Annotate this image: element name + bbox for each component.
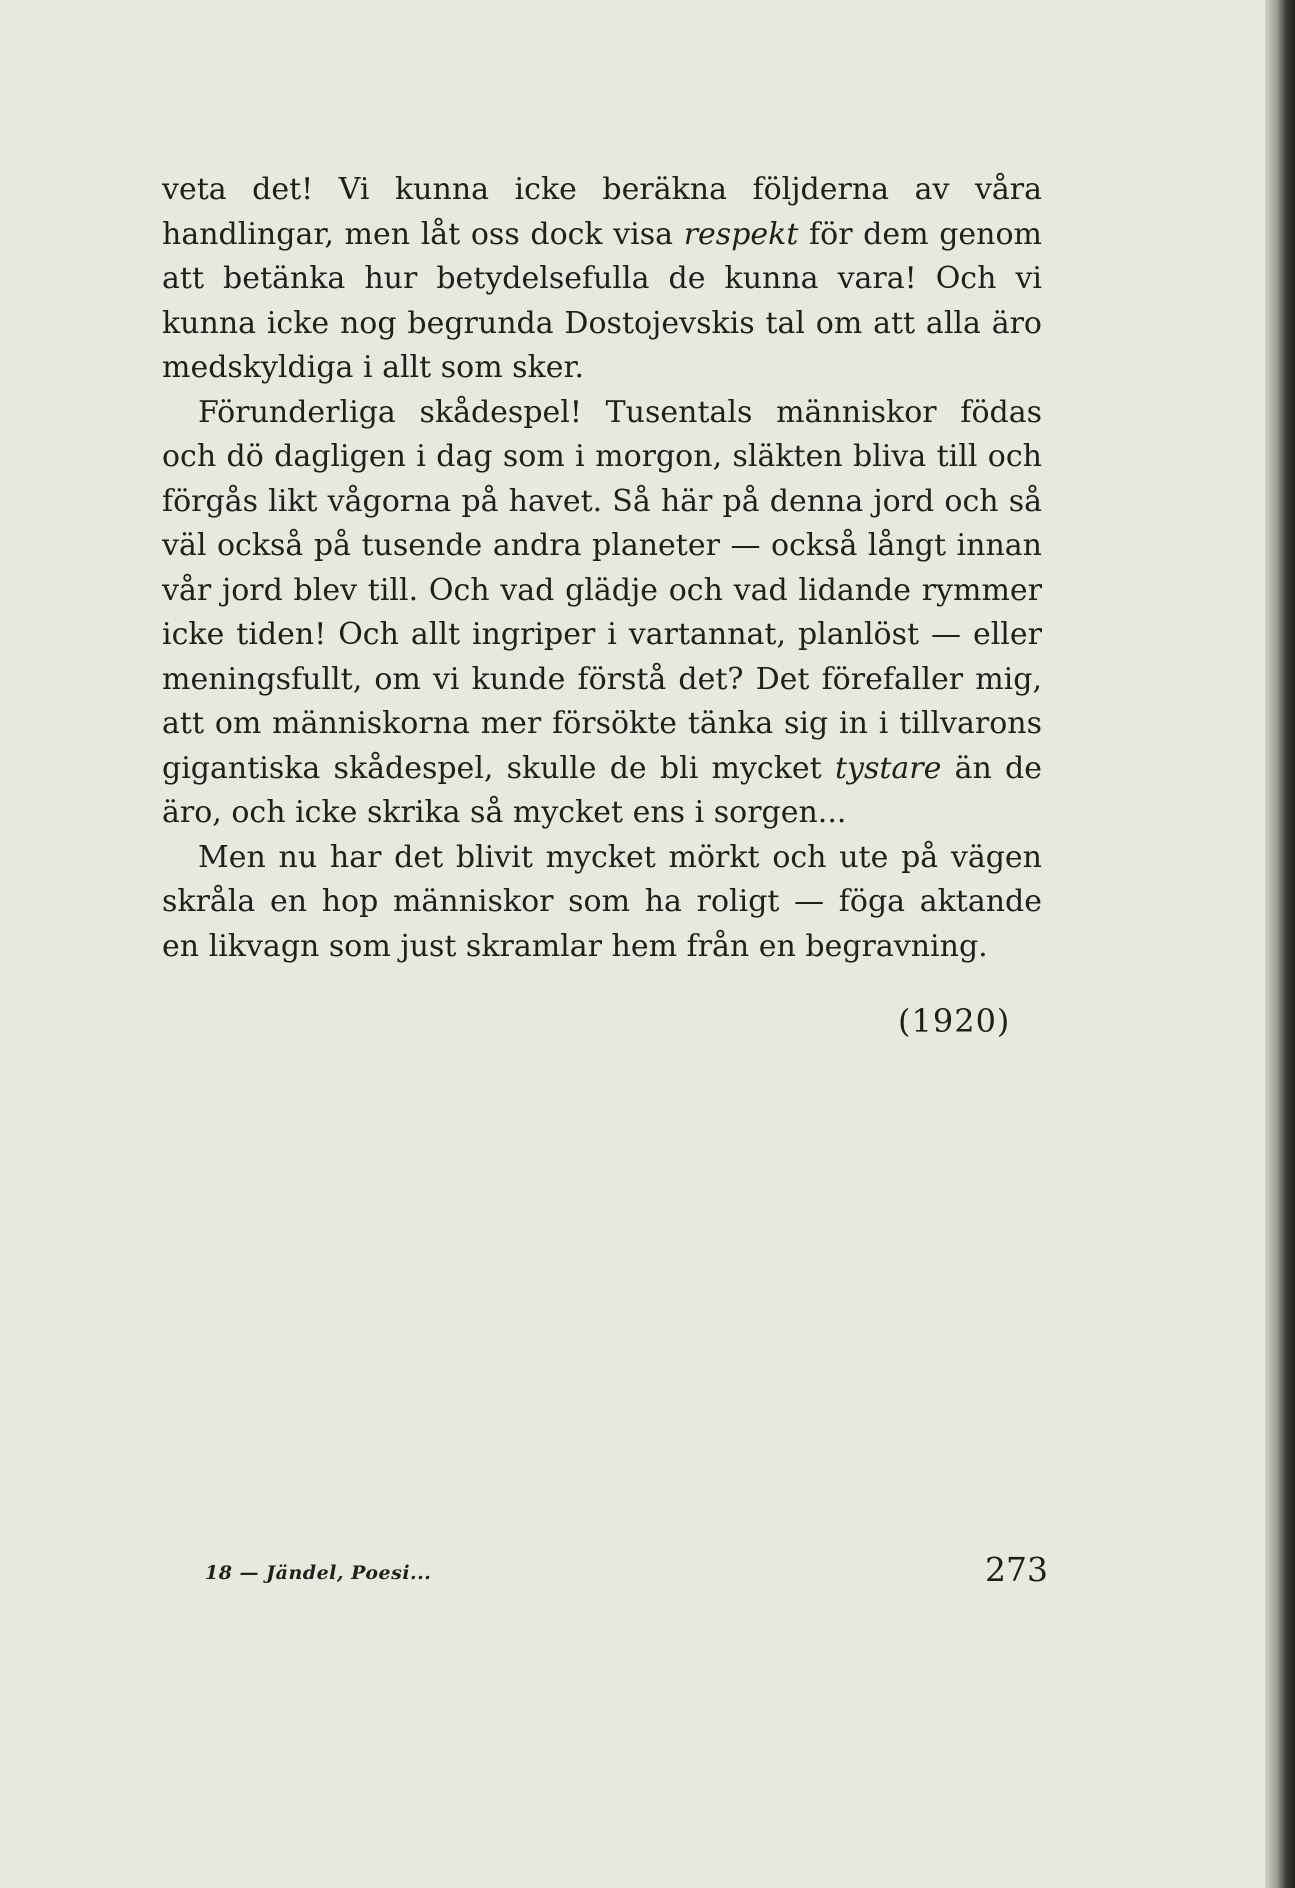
paragraph-3-text: Men nu har det blivit mycket mörkt och ute på vägen skråla en hop människor som ha roligt — föga aktande en likvagn som just skramlar hem från en begravning. [162, 839, 1042, 964]
date-line: (1920) [898, 1002, 1011, 1040]
body-text [162, 168, 1042, 969]
paragraph-2-text-end: än de äro, och icke skrika så mycket ens i sorgen... [162, 750, 1042, 830]
paragraph-1-text-end: för dem genom att betänka hur betydelsefulla de kunna vara! Och vi kunna icke nog begrunda Dostojevskis tal om att alla äro medskyldiga i allt som sker. [162, 216, 1042, 385]
paragraph-1 [162, 168, 1042, 391]
paragraph-1-emphasis: respekt [683, 216, 799, 252]
page-number: 273 [985, 1550, 1048, 1589]
paragraph-2-emphasis: tystare [834, 750, 942, 786]
paragraph-1-text-start: veta det! Vi kunna icke beräkna följderna av våra handlingar, men låt oss dock visa [162, 172, 1042, 252]
page-edge [1265, 0, 1295, 1888]
paragraph-2-text-start: Förunderliga skådespel! Tusentals människor födas och dö dagligen i dag som i morgon, släkten bliva till och förgås likt vågorna på havet. Så här på denna jord och så väl också på tusende andra planeter — också långt innan vår jord blev till. Och vad glädje och vad lidande rymmer icke tiden! Och allt ingriper i vartannat, planlöst — eller meningsfullt, om vi kunde förstå det? Det förefaller mig, att om människorna mer försökte tänka sig in i tillvarons gigantiska skådespel, skulle de bli mycket [162, 394, 1042, 786]
paragraph-2 [162, 391, 1042, 836]
footer-signature: 18 — Jändel, Poesi... [205, 1562, 432, 1584]
paragraph-3 [162, 836, 1042, 970]
